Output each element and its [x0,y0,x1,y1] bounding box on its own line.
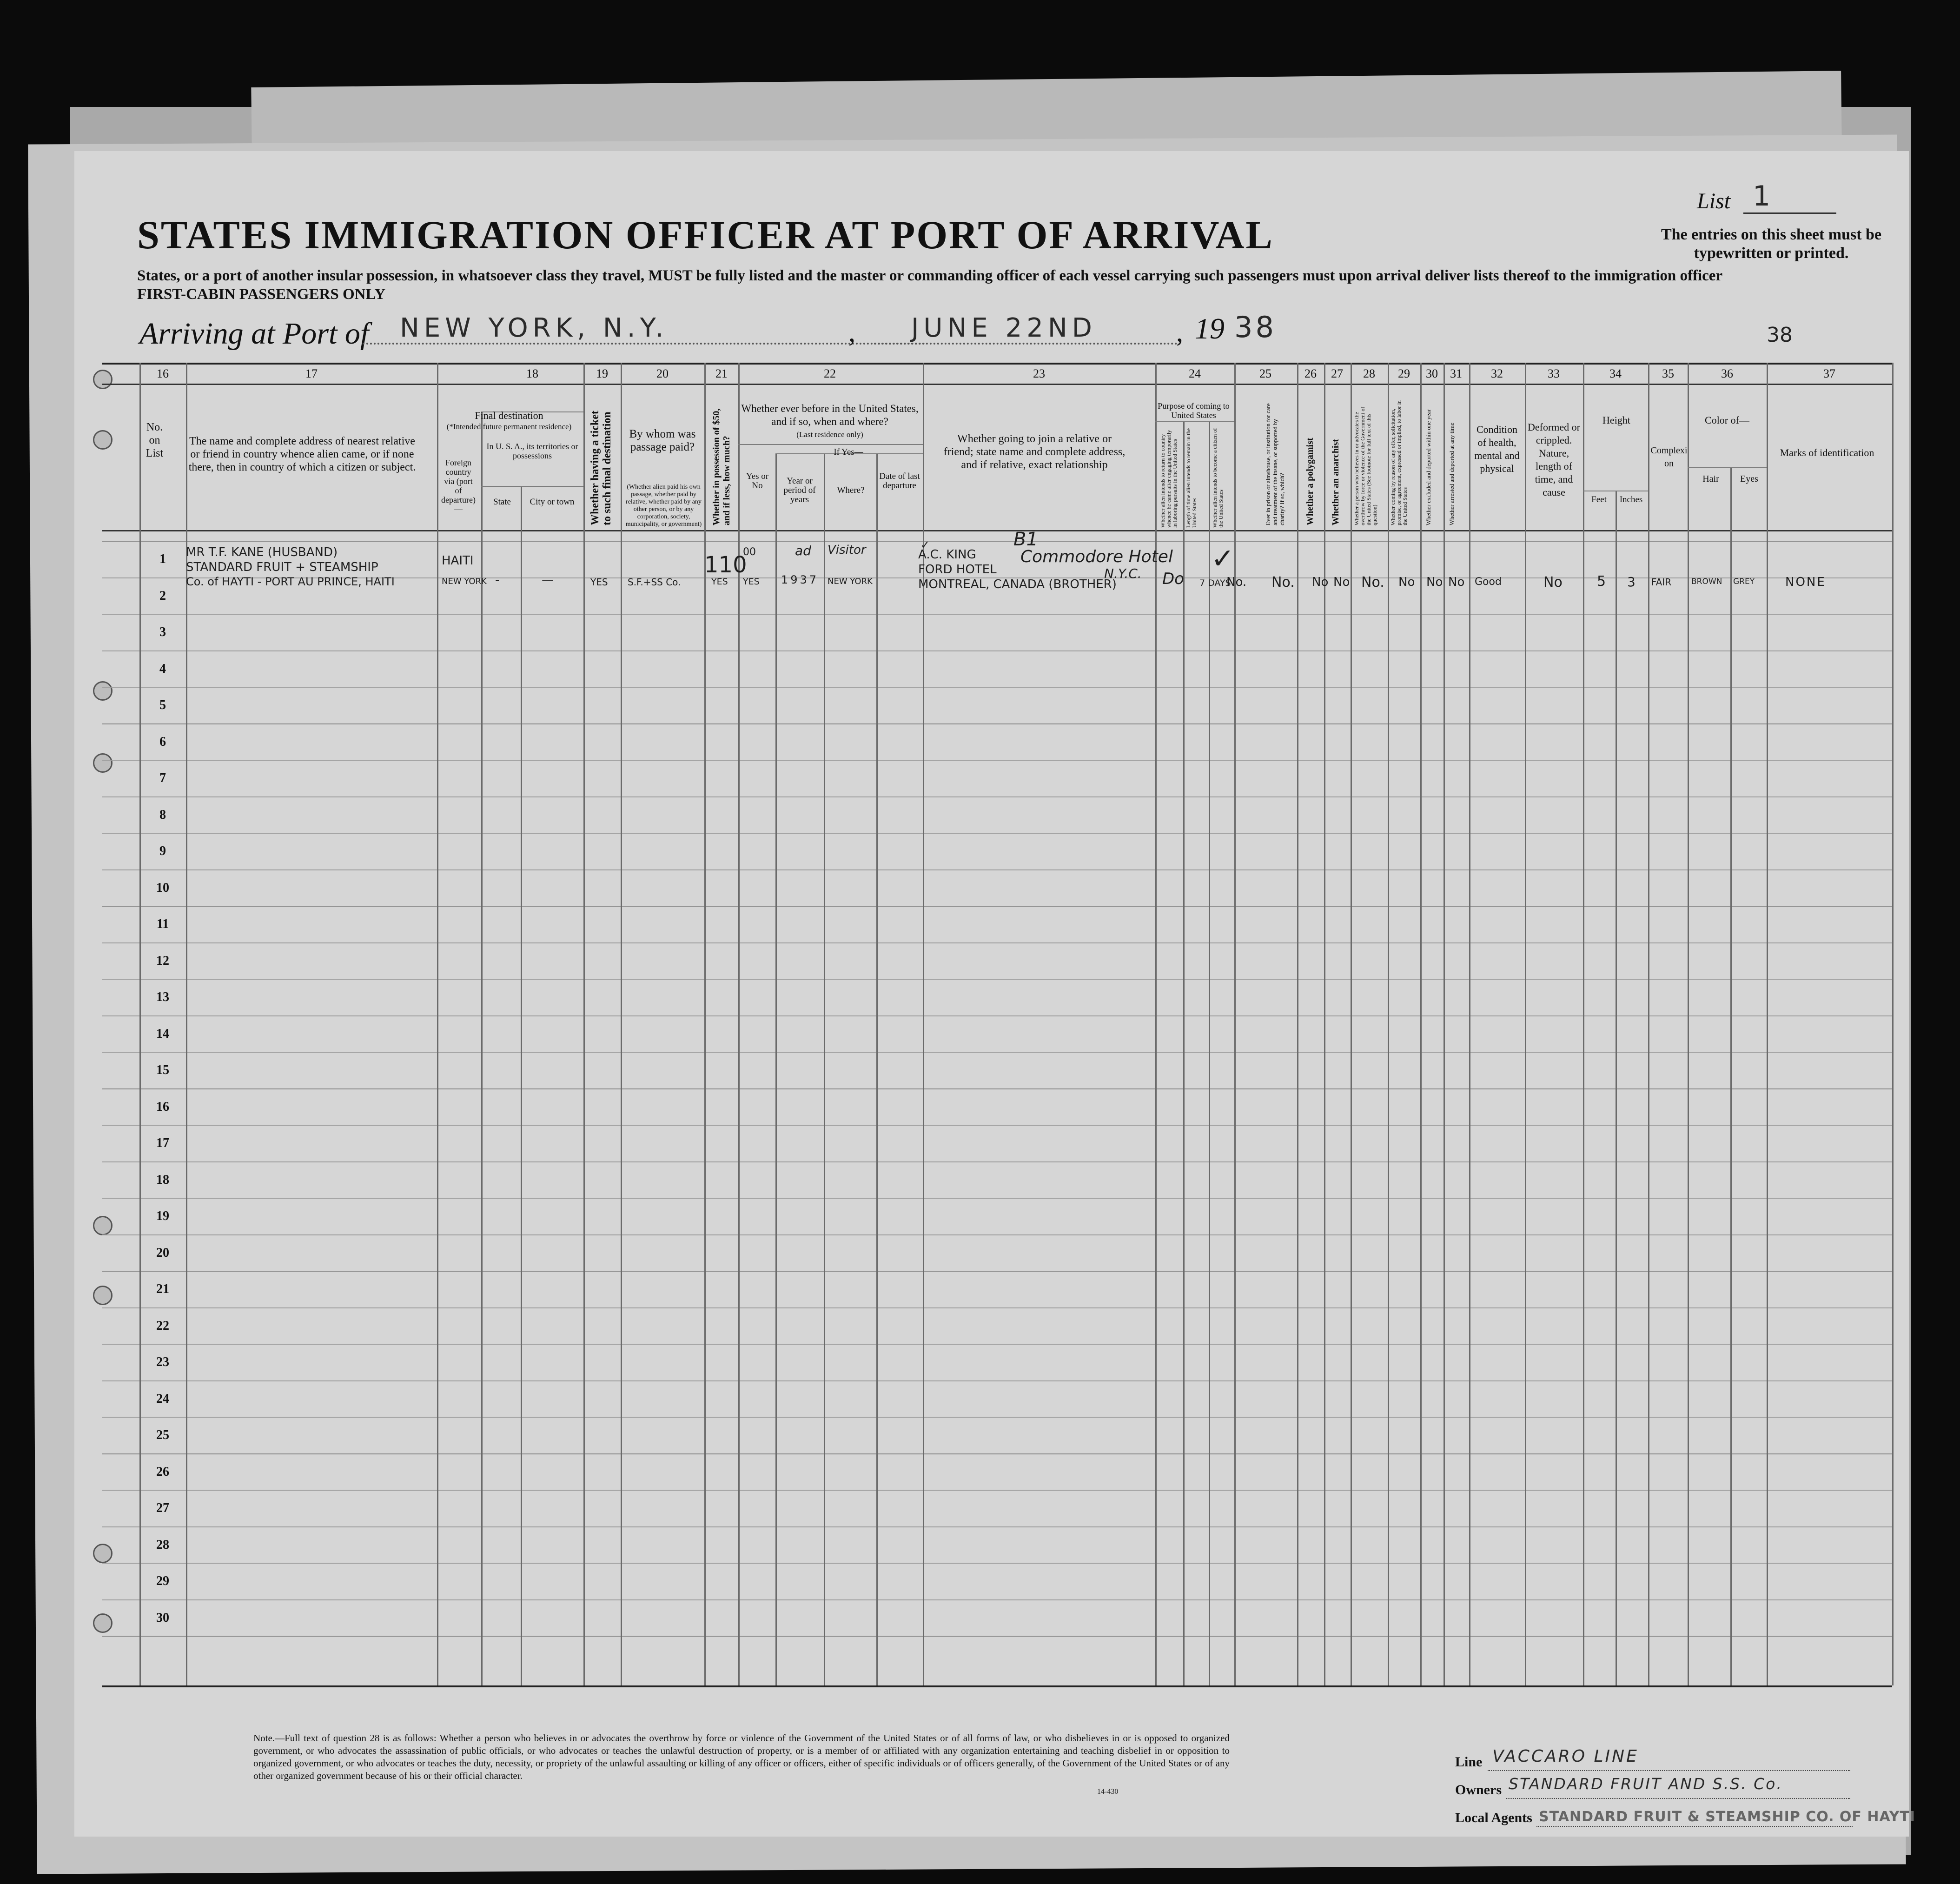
column-rule [1583,363,1584,1685]
form-title: STATES IMMIGRATION OFFICER AT PORT OF ARRIVAL [137,212,1274,257]
header-complexion: Complexion [1650,445,1688,469]
column-rule [1183,421,1185,1685]
row-rule [102,1234,1892,1235]
year-prefix: 19 [1195,312,1225,345]
header-arrested: Whether arrested and deported at any time [1448,423,1455,525]
column-number: 23 [1033,367,1045,380]
column-number: 21 [715,367,728,380]
row-rule [102,942,1892,943]
punch-hole [93,753,113,773]
punch-hole [93,1286,113,1305]
column-rule [1209,421,1210,1685]
row-number: 24 [156,1391,169,1406]
passenger-class: FIRST-CABIN PASSENGERS ONLY [137,286,386,303]
column-number: 18 [526,367,538,380]
line-value: VACCARO LINE [1492,1747,1639,1766]
punch-hole [93,681,113,701]
entry-health: Good [1475,576,1502,588]
row-rule [102,833,1892,834]
header-city: City or town [530,497,575,507]
header-state: State [493,497,511,507]
column-rule [1388,363,1389,1685]
entry-state: - [495,573,500,587]
header-purpose-length: Length of time alien intends to remain in the United States [1185,428,1198,528]
row-rule [102,979,1892,980]
entry-money-cents: 00 [743,546,756,558]
column-number: 20 [656,367,669,380]
row-rule [102,1380,1892,1381]
column-number: 28 [1363,367,1375,380]
line-label: Line [1455,1754,1483,1770]
column-number: 33 [1548,367,1560,380]
column-rule [1351,363,1352,1685]
column-rule [1730,467,1732,1685]
header-purpose-return: Whether alien intends to return to country whence he came after engaging temporarily in laboring pursuits in the United States [1159,430,1178,528]
entry-anarchist: No [1333,575,1350,589]
header-hair: Hair [1702,474,1719,484]
entry-arrested: No [1448,575,1465,589]
column-rule [1444,363,1445,1685]
arrival-date: JUNE 22ND [911,313,1097,343]
header-where: Where? [837,485,865,495]
column-number: 19 [596,367,608,380]
agents-underline [1536,1826,1853,1827]
row-rule [102,687,1892,688]
column-number: 37 [1823,367,1835,380]
column-number: 32 [1491,367,1503,380]
row-rule [102,760,1892,761]
header-deformed: Deformed or crippled. Nature, length of time, and cause [1527,421,1580,498]
entry-length-of-stay: 7 DAYS [1199,578,1231,588]
row-rule [102,1526,1892,1527]
header-final-destination: Final destination [475,410,543,421]
row-rule [102,614,1892,615]
form-number: 14-430 [1097,1788,1119,1796]
column-number: 30 [1426,367,1438,380]
column-number: 29 [1398,367,1410,380]
punch-hole [93,370,113,389]
entry-purpose-mark: Do [1162,570,1184,588]
row-rule [102,1490,1892,1491]
column-rule [1420,363,1422,1685]
column-rule [1616,491,1617,1685]
header-passage-paid-sub: (Whether alien paid his own passage, whether paid by relative, whether paid by any other person, or by any corporation, society, municipality, or government) [625,484,702,528]
row-rule [102,1271,1892,1272]
header-last-departure: Date of last departure [879,471,920,491]
row-number: 2 [159,588,166,603]
row-number: 16 [156,1099,169,1114]
column-number: 22 [824,367,836,380]
entry-ticket: YES [590,577,608,588]
header-eyes: Eyes [1740,474,1758,484]
header-anarchist: Whether an anarchist [1331,439,1341,525]
comma: , [1176,317,1183,347]
entry-before-note2: Visitor [828,543,866,557]
header-marks: Marks of identification [1780,447,1874,458]
entries-note: The entries on this sheet must be typewritten or printed. [1661,226,1882,262]
header-prison: Ever in prison or almshouse, or institution for care and treatment of the insane, or supported by charity? If so, which? [1265,403,1285,525]
header-height: Height [1602,414,1630,426]
entry-join-line3: MONTREAL, CANADA (BROTHER) [918,577,1117,591]
port-of-arrival: NEW YORK, N.Y. [400,313,669,343]
entry-hair: BROWN [1691,577,1722,586]
header-purpose-citizen: Whether alien intends to become a citizen of the United States [1212,428,1224,528]
header-before-sub: (Last residence only) [796,430,863,439]
header-passage-paid: By whom was passage paid? [629,428,696,453]
entry-before-where: NEW YORK [828,577,873,586]
punch-hole [93,430,113,450]
column-number: 35 [1662,367,1674,380]
row-rule [102,1563,1892,1564]
row-rule [102,869,1892,870]
header-purpose: Purpose of coming to United States [1158,401,1230,420]
column-rule [1469,363,1470,1685]
column-number: 31 [1450,367,1462,380]
entry-deformed: No [1543,574,1563,590]
row-number: 8 [159,807,166,822]
punch-hole [93,1216,113,1235]
header-color-of: Color of— [1705,414,1749,426]
row-rule [102,906,1892,907]
column-rule [1688,363,1689,1685]
entry-join-correction: Commodore Hotel [1020,547,1173,566]
owners-label: Owners [1455,1782,1502,1798]
owners-underline [1506,1798,1850,1799]
row-number: 11 [156,917,169,931]
row-number: 5 [159,698,166,712]
column-rule [139,363,141,1685]
header-health: Condition of health, mental and physical [1474,424,1520,474]
row-number: 21 [156,1282,169,1296]
row-rule [102,1636,1892,1637]
header-before-in-us: Whether ever before in the United States, and if so, when and where? [741,403,919,427]
header-overthrow: Whether a person who believes in or advocates the overthrow by force or violence of the Government of the United States (See footnote for full text of this question) [1353,406,1378,525]
column-number: 17 [305,367,318,380]
entry-relative-line2: STANDARD FRUIT + STEAMSHIP [186,560,378,574]
entry-before-yes: YES [743,577,760,587]
manifest-page [74,151,1916,1837]
header-year: Year or period of years [783,476,816,504]
header-offer: Whether coming by reason of any offer, solicitation, promise, or agreement, expressed or implied, to labor in the United States [1390,400,1408,525]
agents-label: Local Agents [1455,1810,1532,1825]
list-label: List [1697,189,1731,213]
row-rule [102,1453,1892,1454]
row-number: 10 [156,880,169,895]
entry-relative-line3: Co. of HAYTI - PORT AU PRINCE, HAITI [186,575,395,588]
column-rule [437,363,438,1685]
page-number: 38 [1767,323,1793,347]
header-money: Whether in possession of $50, and if less, how much? [711,408,732,525]
column-number: 16 [157,367,169,380]
row-rule [102,1161,1892,1162]
punch-hole [93,1544,113,1563]
header-ticket: Whether having a ticket to such final destination [589,411,613,525]
entry-before-note: ad [795,543,811,558]
arriving-label: Arriving at Port of [139,317,369,351]
row-rule [102,1307,1892,1308]
entry-foreign-country: HAITI [442,554,474,568]
column-rule [521,486,522,1685]
entry-check-mark: ✓ [1211,543,1235,575]
entry-feet: 5 [1597,573,1606,590]
row-number: 25 [156,1428,169,1442]
entry-polygamist: No [1312,575,1329,589]
header-bottom-rule [102,530,1892,531]
entry-inches: 3 [1627,574,1636,590]
row-number: 23 [156,1355,169,1369]
column-rule [775,453,777,1685]
row-number: 12 [156,953,169,968]
entry-money-yes: YES [711,577,728,587]
row-number: 17 [156,1136,169,1150]
column-rule [1648,363,1649,1685]
entry-overthrow: No. [1361,574,1384,590]
header-yes-no: Yes or No [746,471,769,491]
header-foreign-country: Foreign country via (port of departure)— [441,458,476,514]
column-rule [583,363,585,1685]
table-top-rule [102,363,1892,365]
row-number: 19 [156,1209,169,1223]
header-feet: Feet [1591,495,1607,504]
line-underline [1488,1770,1850,1771]
instruction-text: States, or a port of another insular possession, in whatsoever class they travel, MUST be fully listed and the master or commanding officer of each vessel carrying such passengers must upon arrival deliver lists thereof to the immigration officer [137,267,1723,284]
subheader-rule [481,486,583,487]
row-rule [102,1599,1892,1600]
entry-offer: No [1398,575,1415,589]
owners-value: STANDARD FRUIT AND S.S. Co. [1509,1775,1783,1793]
row-rule [102,1015,1892,1016]
column-number: 36 [1721,367,1733,380]
row-rule [102,1344,1892,1345]
column-number: 34 [1609,367,1622,380]
subheader-rule [1688,467,1767,468]
entry-citizen: No. [1226,575,1247,589]
header-excluded: Whether excluded and deported within one year [1425,409,1432,525]
header-final-destination-sub: (*Intended future permanent residence) [446,422,572,431]
entry-excluded: No [1426,575,1443,589]
column-rule [621,363,622,1685]
entry-join-correction2: N.Y.C. [1104,566,1142,581]
row-rule [102,541,1892,542]
column-rule [876,453,878,1685]
row-number: 9 [159,844,166,858]
row-number: 1 [159,552,166,566]
row-number: 13 [156,990,169,1004]
header-join-relative: Whether going to join a relative or friend; state name and complete address, and if relative, exact relationship [943,433,1126,471]
agents-stamp: STANDARD FRUIT & STEAMSHIP CO. OF HAYTI [1539,1809,1916,1825]
entry-paid-by: S.F.+SS Co. [628,577,681,588]
row-number: 26 [156,1464,169,1479]
entry-foreign-port: NEW YORK [442,577,487,586]
entry-relative-line1: MR T.F. KANE (HUSBAND) [186,545,338,559]
column-rule [1297,363,1298,1685]
column-rule [1767,363,1768,1685]
row-number: 18 [156,1172,169,1187]
comma: , [848,317,855,347]
row-number: 30 [156,1610,169,1625]
header-no-on-list: No. on List [146,421,164,459]
row-number: 3 [159,625,166,639]
row-rule [102,723,1892,724]
row-number: 20 [156,1245,169,1260]
column-number-rule [102,384,1892,385]
column-number: 24 [1189,367,1201,380]
column-rule [1892,363,1894,1685]
row-rule [102,650,1892,651]
row-number: 14 [156,1026,169,1041]
list-number: 1 [1753,180,1771,212]
row-rule [102,796,1892,797]
row-number: 22 [156,1318,169,1333]
column-number: 26 [1304,367,1317,380]
header-if-yes: If Yes— [834,447,863,457]
column-number: 25 [1259,367,1271,380]
entry-complexion: FAIR [1651,577,1672,588]
row-number: 28 [156,1537,169,1552]
column-rule [1525,363,1526,1685]
row-number: 27 [156,1501,169,1515]
header-nearest-relative: The name and complete address of nearest relative or friend in country whence alien came, or if none there, then in country of which a citizen or subject. [188,435,416,473]
entry-check-mark: ✓ [920,538,930,551]
row-rule [102,1125,1892,1126]
header-inches: Inches [1619,495,1643,504]
subheader-rule [738,444,923,445]
row-rule [102,1088,1892,1089]
punch-hole [93,1613,113,1633]
row-number: 7 [159,771,166,785]
column-rule [1324,363,1325,1685]
column-rule [481,411,483,1685]
column-number: 27 [1331,367,1343,380]
list-underline [1743,212,1836,214]
row-rule [102,1052,1892,1053]
entry-city: — [542,573,554,587]
entry-marks: NONE [1785,575,1826,589]
table-bottom-rule [102,1685,1892,1687]
header-polygamist: Whether a polygamist [1305,438,1315,525]
header-in-usa: In U. S. A., its territories or possessions [486,442,578,460]
arrival-year: 38 [1234,310,1277,344]
row-number: 6 [159,734,166,749]
row-rule [102,1198,1892,1199]
row-rule [102,1417,1892,1418]
entry-join-mark: B1 [1013,529,1038,550]
subheader-rule [1155,421,1234,422]
row-number: 15 [156,1063,169,1077]
column-rule [824,453,825,1685]
column-rule [1234,363,1236,1685]
footnote-question-28: Note.—Full text of question 28 is as follows: Whether a person who believes in or advocates the overthrow by force or violence of the Government of the United States or of all forms of law, or who disbelieves in or is opposed to organized government, or who advocates the assassination of public officials, or who advocates or teaches the unlawful destruction of property, or is a member of or affiliated with any organization entertaining and teaching disbelief in or opposition to organized government, or who advocates or teaches the duty, necessity, or propriety of the unlawful assaulting or killing of any officer or officers, either of specific individuals or of officers generally, of the Government of the United States or of any other organized government because of his or their official character. [253,1732,1230,1781]
entry-prison: No. [1271,574,1295,590]
entry-join-line2: FORD HOTEL [918,563,997,577]
entry-join-line1: A.C. KING [918,548,976,562]
entry-before-year: 1937 [781,573,819,586]
entry-money: 110 [704,552,747,578]
row-number: 29 [156,1574,169,1588]
entry-eyes: GREY [1733,577,1755,586]
row-number: 4 [159,661,166,676]
